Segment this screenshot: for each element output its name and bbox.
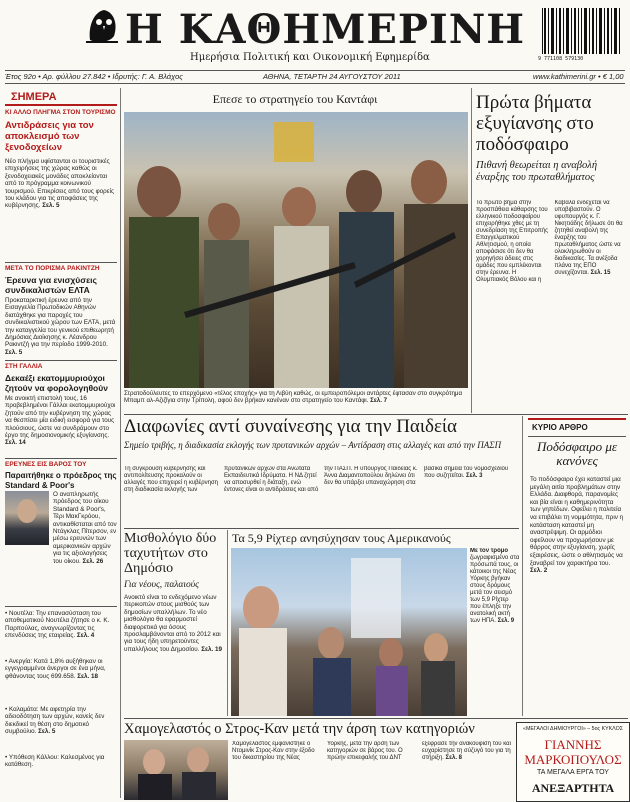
sidebar-body: [5, 297, 117, 355]
divider: [5, 606, 117, 607]
sidebar-headline: Παραιτήθηκε ο πρόεδρος της Standard & Poor's: [5, 471, 117, 490]
column-divider: [471, 88, 472, 413]
brief-text: • Καλαμάτα: Με αφετηρία την αδειοδότηση των αρχών, κανείς δεν διεκδικεί τη θέση στο δημοτικό συμβούλιο.: [5, 706, 105, 736]
sidebar-kicker: ΣΤΗ ΓΑΛΛΙΑ: [5, 363, 43, 370]
promo-sub: ΤΑ ΜΕΓΑΛΑ ΕΡΓΑ ΤΟΥ: [537, 769, 609, 776]
strauss-headline: Χαμογελαστός ο Στρος-Καν μετά την άρση των κατηγοριών: [124, 721, 475, 737]
quake-caption-text: ζωγραφισμένο στα πρόσωπά τους, οι κάτοικοι της Νέας Υόρκης βγήκαν στους δρόμους μετά τον σεισμό των 5,9 Ρίχτερ που έπληξε την ανατολική ακτή των ΗΠΑ.: [470, 555, 520, 624]
lead-photo: [124, 112, 468, 388]
lead-caption-text: Στρατοδούλευτες το επερχόμενο «τέλος εποχής» για τη Λιβύη καθώς, οι εμπειροπόλεμοι αντάρτες έφτασαν στο συγκρότημα Μπαμπ αλ-Αζιζίγια στην Τρίπολη, αφού δεν βρήκαν κανέναν στο στρατηγείο του Καντάφι.: [124, 390, 463, 405]
strauss-photo: [124, 740, 228, 800]
brief-item: [5, 706, 117, 750]
editorial-label-box: [528, 418, 626, 437]
sidebar: [5, 86, 117, 800]
quake-photo: [231, 548, 467, 716]
owl-logo-icon: [84, 6, 122, 46]
page-ref: Σελ. 8: [445, 755, 462, 761]
page-ref: Σελ. 19: [201, 645, 223, 653]
salaries-body: [124, 594, 224, 714]
salaries-deck: Για νέους, παλαιούς: [124, 580, 200, 590]
promo-top: «ΜΕΓΑΛΟΙ ΔΗΜΙΟΥΡΓΟΙ» – 5ος ΚΥΚΛΟΣ: [523, 726, 623, 732]
divider: [5, 458, 117, 459]
face-shape: [17, 499, 37, 523]
sidebar-body: [5, 395, 117, 453]
today-label: ΣΗΜΕΡΑ: [11, 91, 57, 103]
page-ref: Σελ. 18: [77, 672, 99, 680]
sidebar-headline: Αντιδράσεις για τον αποκλεισμό των ξενοδοχείων: [5, 120, 94, 153]
editorial-headline: Ποδόσφαιρο με κανόνες: [536, 439, 618, 468]
sidebar-kicker: ΕΡΕΥΝΕΣ ΕΙΣ ΒΑΡΟΣ ΤΟΥ: [5, 461, 87, 468]
page-ref: Σελ. 14: [5, 439, 26, 447]
divider: [5, 360, 117, 361]
lead-photo-title: Επεσε το στρατηγείο του Καντάφι: [212, 92, 378, 106]
sidebar-body-text: Νέο πλήγμα υφίστανται οι τουριστικές επιχειρήσεις της χώρας καθώς οι ξενοδοχειακές μονάδες αποκλείονται από το πρόγραμμα κοινωνικού τουρισμού. Επικρίσεις από τους φορείς του κλάδου για τις αποφάσεις της κυβέρνησης.: [5, 158, 115, 210]
promo-bottom: ΑΝΕΞΑΡΤΗΤΑ: [531, 781, 615, 795]
education-deck: Σημείο τριβής, η διαδικασία εκλογής των πρυτανικών αρχών – Αντίδραση στις αλλαγές και από την ΠΑΣΠ: [124, 440, 502, 450]
sidebar-body: [5, 158, 117, 240]
section-divider: [124, 718, 628, 719]
sidebar-kicker: ΜΕΤΑ ΤΟ ΠΟΡΙΣΜΑ ΡΑΚΙΝΤΖΗ: [5, 265, 100, 272]
newspaper-title: Η ΚΑΘΗΜΕΡΙΝΗ: [125, 6, 526, 53]
column-divider: [120, 88, 121, 798]
brief-item: [5, 658, 117, 702]
education-body-text: Τη σύγκρουση κυβέρνησης και αντιπολίτευσης προκαλούν οι αλλαγές που επιχειρεί η κυβέρνηση στη διαδικασία εκλογής των πρυτανικών αρχών στα Ανώτατα Εκπαιδευτικά Ιδρύματα. Η ΝΔ ζητεί να αποσυρθεί η διάταξη, ενώ έντονες είναι οι αντιδράσεις και από την ΠΑΣΠ. Η υπουργός Παιδείας κ. Άννα Διαμαντοπούλου δηλώνει ότι δεν θα υπάρξει υπαναχώρηση στα βασικά σημεία του νομοσχεδίου που συζητείται.: [124, 466, 509, 493]
education-body: [124, 466, 519, 526]
strauss-body-text: Χαμογελαστός εμφανίστηκε ο Ντομινίκ Στρος-Καν στην έξοδο του δικαστηρίου της Νέας Υόρκης, μετά την άρση των κατηγοριών σε βάρος του. Ο πρώην επικεφαλής του ΔΝΤ εξέφρασε την ανακούφισή του και ευχαρίστησε τη σύζυγό του για τη στήριξη.: [232, 741, 511, 761]
editorial-label: ΚΥΡΙΟ ΑΡΘΡΟ: [532, 423, 588, 432]
page-ref: Σελ. 5: [5, 348, 23, 355]
column-divider: [522, 416, 523, 716]
brief-item: [5, 754, 117, 784]
strauss-illustration: [124, 740, 228, 800]
section-divider: [124, 414, 628, 415]
editorial-body: [530, 476, 624, 714]
brief-item: [5, 610, 117, 654]
sidebar-body-text: Ο αναπληρωτής πρόεδρος του οίκου Standard & Poor's, Τέρι ΜακΓκρόου, αντικαθίσταται από τον Ντάγκλας Πίτερσον, εν μέσω ερευνών των αμερικανικών αρχών για τις αξιολογήσεις του οίκου.: [53, 491, 117, 565]
sidebar-body-text: Προκαταρκτική έρευνα από την Εισαγγελία Πρωτοδικών Αθηνών διατάχθηκε για παροχές του συνδικαλιστικού χώρου των ΕΛΤΑ, μετά την καταγγελία του γενικού επιθεωρητή Δημόσιας Διοίκησης κ. Λέανδρου Ρακιντζή για την περίοδο 1999-2010.: [5, 297, 116, 349]
quake-caption-title: Με τον τρόμο: [470, 548, 509, 554]
editorial-body-text: Το ποδόσφαιρο έχει καταστεί μια μεγάλη αιτία προβλημάτων στην Ελλάδα. Διαφθορά, παρανομίες και βία είναι η καθημερινότητα των γηπέδων. Οφείλει η πολιτεία να επιβάλει τη νομιμότητα, πριν η κατάσταση καταστεί μη αναστρέψιμη. Οι αρμόδιοι οφείλουν να προχωρήσουν με θάρρος στην εξυγίανση, χωρίς εξαιρέσεις, ώστε ο αθλητισμός να ξαναβρεί τον χαρακτήρα του.: [530, 476, 624, 567]
salaries-body-text: Ανοικτό είναι το ενδεχόμενο νέων περικοπών στους μισθούς των δημοσίων υπαλλήλων. Το νέο μισθολόγιο θα εφαρμοστεί διαφορετικά για όσους προσλαμβάνονται από το 2012 και για τους ήδη υπηρετούντες υπαλλήλους του Δημοσίου.: [124, 594, 221, 653]
football-body-text: Το πρώτο βήμα στην προσπάθεια κάθαρσης του ελληνικού ποδοσφαίρου επιχειρήθηκε χθες με τη συνεδρίαση της Επιτροπής Επαγγελματικού Αθλητισμού, η οποία αποφάσισε ότι δεν θα χορηγήσει άδειες στις ομάδες που εμπλέκονται στην έρευνα. Η Ολυμπιακός Βόλου και η Καβάλα ενδέχεται να υποβιβαστούν. Ο υφυπουργός κ. Γ. Νικητιάδης δήλωσε ότι θα ζητηθεί αναβολή της έναρξης του πρωταθλήματος ώστε να ολοκληρωθούν οι διαδικασίες. Τα ανέξοδα πλάνα της ΕΠΟ συνεχίζονται.: [476, 200, 623, 283]
quake-headline: Τα 5,9 Ρίχτερ ανησύχησαν τους Αμερικανούς: [232, 531, 451, 545]
football-headline: Πρώτα βήματα εξυγίανσης στο ποδόσφαιρο: [476, 92, 594, 155]
issue-info: Έτος 92ο • Αρ. φύλλου 27.842 • Ιδρυτής: Γ. Α. Βλάχος: [5, 72, 183, 81]
libya-rebels-illustration: [124, 112, 468, 388]
promo-name-first: ΓΙΑΝΝΗΣ: [544, 737, 602, 752]
sidebar-body: [53, 491, 117, 601]
football-deck: Πιθανή θεωρείται η αναβολή έναρξης του πρωταθλήματος: [476, 160, 598, 183]
issue-info-bar: [5, 70, 625, 84]
page-ref: Σελ. 3: [466, 473, 483, 479]
column-divider: [227, 530, 228, 716]
promo-name-last: ΜΑΡΚΟΠΟΥΛΟΣ: [524, 752, 622, 767]
football-body: [476, 200, 628, 410]
masthead: [0, 0, 630, 70]
issue-date: ΑΘΗΝΑ, ΤΕΤΑΡΤΗ 24 ΑΥΓΟΥΣΤΟΥ 2011: [263, 72, 401, 81]
divider: [5, 262, 117, 263]
sidebar-kicker: ΚΙ ΑΛΛΟ ΠΛΗΓΜΑ ΣΤΟΝ ΤΟΥΡΙΣΜΟ: [5, 109, 116, 116]
executive-portrait: [5, 491, 49, 545]
page-ref: Σελ. 9: [497, 618, 515, 624]
today-header: [5, 90, 117, 106]
salaries-headline: Μισθολόγιο δύο ταχυτήτων στο Δημόσιο: [124, 531, 217, 576]
page-ref: Σελ. 5: [38, 728, 56, 736]
brief-text: • Υπόθεση Κάλλου: Καλεσμένος για κατάθεση.: [5, 754, 105, 769]
page-ref: Σελ. 5: [42, 202, 60, 210]
brief-text: • Νουτέλα: Την επανασύσταση του αποθεματικού Νουτέλα ζήτησε ο κ. Κ. Παρπούλας, αναγνωρίζοντας τις επενδύσεις της εταιρείας.: [5, 610, 110, 640]
sidebar-body-text: Με ανοικτή επιστολή τους, 16 προβεβλημένοι Γάλλοι εκατομμυριούχοι ζητούν από την κυβέρνηση της χώρας να θεσπίσει μία ειδική εισφορά για τους πλούσιους, ώστε να συνδράμουν στο έργο της δημοσιονομικής εξυγίανσης.: [5, 395, 116, 440]
sidebar-headline: Δεκαέξι εκατομμυριούχοι ζητούν να φορολογηθούν: [5, 373, 108, 393]
page-ref: Σελ. 2: [530, 567, 548, 575]
crowd-illustration: [231, 548, 467, 716]
brief-text: • Ανεργία: Κατά 1,8% αυξήθηκαν οι εγγεγραμμένοι άνεργοι σε ένα μήνα, φθάνοντας τους 699.658.: [5, 658, 106, 680]
page-ref: Σελ. 15: [590, 270, 611, 276]
promo-box[interactable]: [516, 722, 630, 802]
section-divider: [124, 528, 519, 529]
quake-caption: [470, 548, 520, 716]
sidebar-headline: Έρευνα για ενισχύσεις συνδικαλιστών ΕΛΤΑ: [5, 275, 97, 295]
barcode-number: 9 771108 579130: [538, 56, 584, 62]
page-ref: Σελ. 26: [82, 557, 104, 565]
lead-photo-caption: [124, 390, 468, 412]
education-headline: Διαφωνίες αντί συναίνεσης για την Παιδεία: [124, 416, 457, 437]
page-ref: Σελ. 4: [76, 632, 95, 640]
newspaper-subtitle: Ημερήσια Πολιτική και Οικονομική Εφημερίδα: [190, 52, 430, 63]
strauss-body: [232, 741, 512, 799]
site-and-price: www.kathimerini.gr • € 1,00: [533, 72, 624, 81]
page-ref: Σελ. 7: [370, 397, 388, 405]
barcode-icon: [540, 8, 622, 54]
